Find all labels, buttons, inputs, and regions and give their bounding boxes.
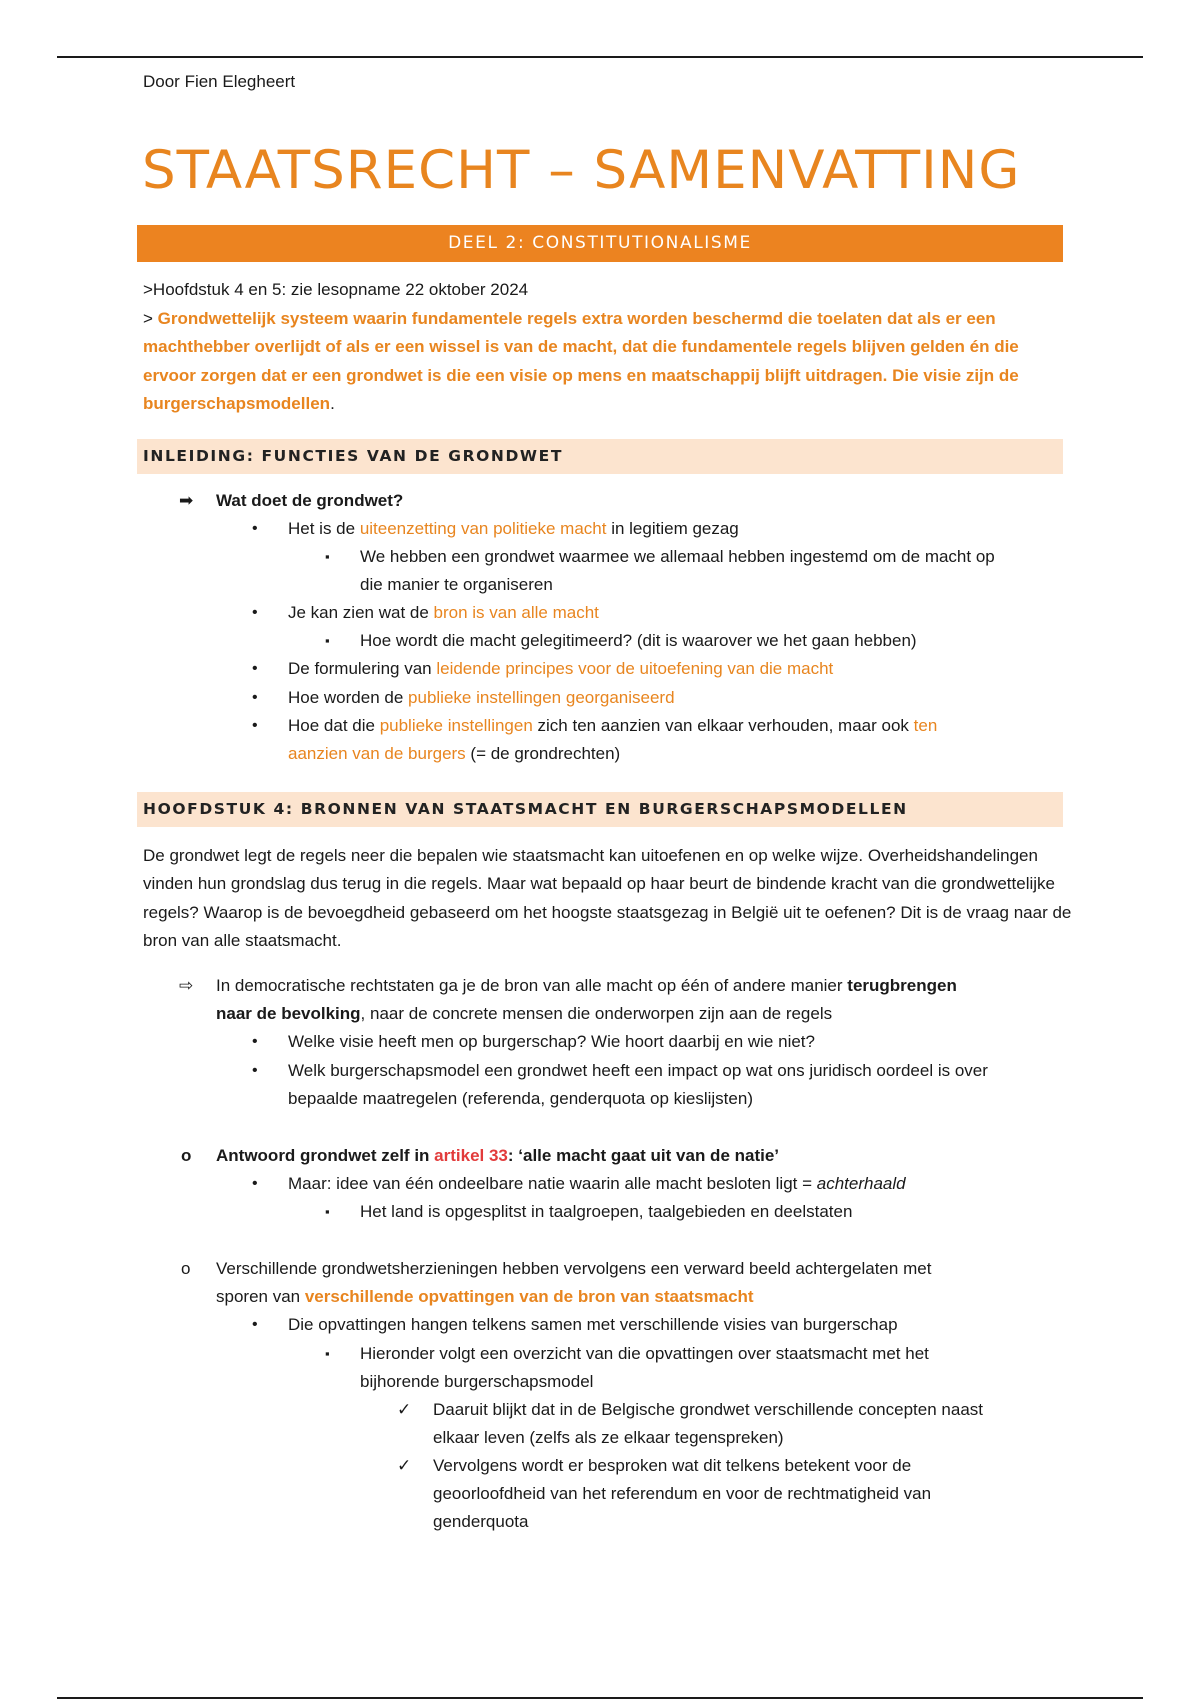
list-item: Maar: idee van één ondeelbare natie waarin alle macht besloten ligt = achterhaald [288, 1174, 906, 1193]
list-item: Hoe worden de publieke instellingen georganiseerd [288, 688, 675, 707]
intro-line-2: > Grondwettelijk systeem waarin fundamentele regels extra worden beschermd die toelaten dat als er een machthebber overlijdt of als er een wissel is van de macht, dat die fundamentele regels blijven gelden én die ervoor zorgen dat er een grondwet is die een visie op mens en maatschappij blijft uitdragen. Die visie zijn de burgerschapsmodellen. [143, 308, 1019, 413]
bullet-icon: • [252, 660, 258, 677]
square-bullet-icon: ▪ [325, 549, 330, 564]
list-item-continued: elkaar leven (zelfs als ze elkaar tegenspreken) [433, 1428, 784, 1447]
list-item-continued: bijhorende burgerschapsmodel [360, 1372, 594, 1391]
list-item: Verschillende grondwetsherzieningen hebben vervolgens een verward beeld achtergelaten met [216, 1259, 932, 1278]
square-bullet-icon: ▪ [325, 1346, 330, 1361]
bottom-rule [57, 1697, 1143, 1699]
part-banner: DEEL 2: CONSTITUTIONALISME [137, 225, 1063, 262]
bullet-icon: • [252, 689, 258, 706]
list-item: Het land is opgesplitst in taalgroepen, taalgebieden en deelstaten [360, 1202, 853, 1221]
arrow-hollow-icon: ⇨ [179, 976, 194, 995]
list-item: In democratische rechtstaten ga je de bron van alle macht op één of andere manier terugbrengen [216, 976, 957, 995]
list-item: Hoe wordt die macht gelegitimeerd? (dit is waarover we het gaan hebben) [360, 631, 917, 650]
author-line: Door Fien Elegheert [143, 72, 296, 91]
list-item: Antwoord grondwet zelf in artikel 33: ‘alle macht gaat uit van de natie’ [216, 1146, 780, 1165]
check-icon: ✓ [397, 1456, 412, 1475]
list-item: Hieronder volgt een overzicht van die opvattingen over staatsmacht met het [360, 1344, 929, 1363]
intro-highlight: Grondwettelijk systeem waarin fundamentele regels extra worden beschermd die toelaten dat als er een machthebber overlijdt of als er een wissel is van de macht, dat die fundamentele regels blijven gelden én die ervoor zorgen dat er een grondwet is die een visie op mens en maatschappij blijft uitdragen. Die visie zijn de burgerschapsmodellen [143, 308, 1019, 413]
square-bullet-icon: ▪ [325, 633, 330, 648]
list-item: Daaruit blijkt dat in de Belgische grondwet verschillende concepten naast [433, 1400, 983, 1419]
bullet-icon: • [252, 717, 258, 734]
list-item-continued: geoorloofdheid van het referendum en voor de rechtmatigheid van [433, 1484, 932, 1503]
section-heading-inleiding: INLEIDING: FUNCTIES VAN DE GRONDWET [137, 439, 1063, 474]
list-item: Die opvattingen hangen telkens samen met verschillende visies van burgerschap [288, 1315, 898, 1334]
list-item-continued: die manier te organiseren [360, 575, 553, 594]
section-heading-hoofdstuk-4: HOOFDSTUK 4: BRONNEN VAN STAATSMACHT EN BURGERSCHAPSMODELLEN [137, 792, 1063, 827]
list-item-continued: sporen van verschillende opvattingen van de bron van staatsmacht [216, 1287, 754, 1306]
square-bullet-icon: ▪ [325, 1204, 330, 1219]
bullet-icon: • [252, 604, 258, 621]
document-title: STAATSRECHT – SAMENVATTING [142, 140, 1021, 201]
list-item: Vervolgens wordt er besproken wat dit telkens betekent voor de [433, 1456, 912, 1475]
arrow-bold-icon: ➡ [179, 491, 194, 510]
check-icon: ✓ [397, 1400, 412, 1419]
bullet-icon: • [252, 520, 258, 537]
bullet-icon: • [252, 1033, 258, 1050]
list-item-continued: bepaalde maatregelen (referenda, genderquota op kieslijsten) [288, 1089, 753, 1108]
list-item: Hoe dat die publieke instellingen zich ten aanzien van elkaar verhouden, maar ook ten [288, 716, 938, 735]
list-item: Welk burgerschapsmodel een grondwet heeft een impact op wat ons juridisch oordeel is over [288, 1061, 988, 1080]
bullet-icon: • [252, 1062, 258, 1079]
bullet-icon: • [252, 1316, 258, 1333]
list-item: We hebben een grondwet waarmee we allemaal hebben ingestemd om de macht op [360, 547, 995, 566]
list-item-continued: genderquota [433, 1512, 529, 1531]
list-item: Je kan zien wat de bron is van alle macht [288, 603, 599, 622]
list-item-continued: aanzien van de burgers (= de grondrechten) [288, 744, 621, 763]
list-item: Welke visie heeft men op burgerschap? Wie hoort daarbij en wie niet? [288, 1032, 815, 1051]
circle-bullet-icon: o [181, 1146, 192, 1165]
list-item-continued: naar de bevolking, naar de concrete mensen die onderworpen zijn aan de regels [216, 1004, 833, 1023]
intro-paragraph: De grondwet legt de regels neer die bepalen wie staatsmacht kan uitoefenen en op welke wijze. Overheidshandelingen vinden hun grondslag dus terug in die regels. Maar wat bepaald op haar beurt de bindende kracht van die grondwettelijke regels? Waarop is de bevoegdheid gebaseerd om het hoogste staatsgezag in België uit te oefenen? Dit is de vraag naar de bron van alle staatsmacht. [143, 846, 1072, 950]
bullet-icon: • [252, 1175, 258, 1192]
circle-bullet-icon: o [181, 1259, 191, 1278]
list-item: De formulering van leidende principes voor de uitoefening van die macht [288, 659, 834, 678]
intro-block [143, 276, 1068, 419]
question-line: Wat doet de grondwet? [216, 491, 404, 510]
list-item: Het is de uiteenzetting van politieke macht in legitiem gezag [288, 519, 739, 538]
intro-line-1: >Hoofdstuk 4 en 5: zie lesopname 22 oktober 2024 [143, 280, 529, 299]
top-rule [57, 56, 1143, 58]
